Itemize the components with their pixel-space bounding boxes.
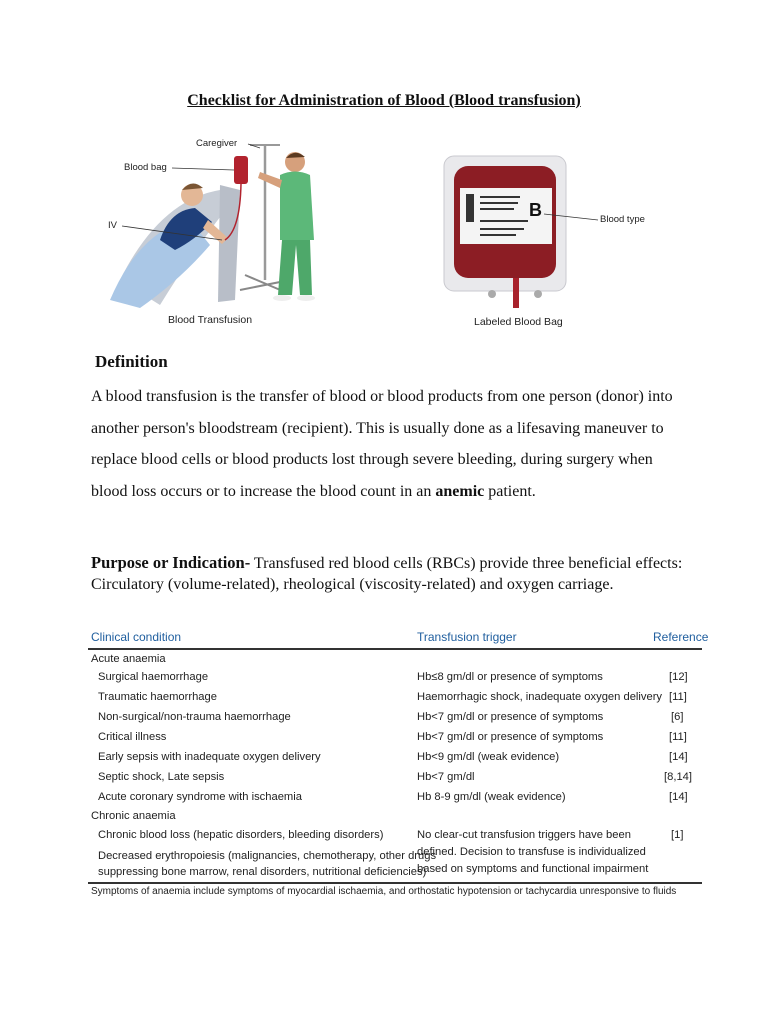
table-row-trigger: Hb<7 gm/dl (417, 771, 475, 783)
table-row-ref: [12] (669, 671, 688, 683)
table-row-trigger-cont: based on symptoms and functional impairment (417, 863, 649, 875)
header-clinical-condition: Clinical condition (91, 630, 182, 644)
table-row-ref: [11] (669, 691, 687, 703)
header-transfusion-trigger: Transfusion trigger (417, 630, 517, 644)
purpose-heading: Purpose or Indication- (91, 553, 251, 572)
purpose-text: Transfused red blood cells (RBCs) provide three beneficial effects: Circulatory (volume-related), rheological (viscosity-related) and oxygen carriage. (91, 555, 683, 593)
caption-labeled-blood-bag: Labeled Blood Bag (474, 316, 563, 328)
table-row-ref: [14] (669, 791, 688, 803)
caption-blood-transfusion: Blood Transfusion (168, 314, 253, 326)
table-row-ref: [6] (671, 711, 684, 723)
table-row-condition: Chronic blood loss (hepatic disorders, bleeding disorders) (98, 829, 384, 841)
table-bottom-rule (88, 882, 702, 884)
definition-heading: Definition (95, 352, 168, 371)
table-row-trigger: Haemorrhagic shock, inadequate oxygen delivery (417, 691, 663, 703)
page-title: Checklist for Administration of Blood (Blood transfusion) (187, 92, 581, 109)
table-row-condition: Septic shock, Late sepsis (98, 771, 225, 783)
table-row-condition-cont: suppressing bone marrow, renal disorders, nutritional deficiencies) (98, 866, 427, 878)
header-reference: Reference (653, 630, 709, 644)
table-row-trigger: Hb<7 gm/dl or presence of symptoms (417, 711, 604, 723)
table-row-ref: [11] (669, 731, 687, 743)
table-row-condition: Surgical haemorrhage (98, 671, 209, 683)
table-row-condition: Acute coronary syndrome with ischaemia (98, 791, 302, 803)
label-blood-bag: Blood bag (124, 162, 167, 173)
table-header-rule (88, 648, 702, 650)
table-row-trigger-cont: defined. Decision to transfuse is individualized (417, 846, 646, 858)
group-acute-anaemia: Acute anaemia (91, 653, 166, 665)
label-caregiver: Caregiver (196, 138, 238, 149)
definition-text: A blood transfusion is the transfer of blood or blood products from one person (donor) into another person's bloodstream (recipient). This is usually done as a lifesaving maneuver to replace blood cells or blood products lost through severe bleeding, during surgery when blood loss occurs or to increase the blood count in an (91, 388, 673, 500)
table-row-condition: Traumatic haemorrhage (98, 691, 217, 703)
labeled-blood-bag-illustration (440, 150, 660, 315)
table-row-trigger: Hb<7 gm/dl or presence of symptoms (417, 731, 604, 743)
table-row-trigger: Hb<9 gm/dl (weak evidence) (417, 751, 560, 763)
table-row-condition: Early sepsis with inadequate oxygen delivery (98, 751, 321, 763)
table-row-condition: Critical illness (98, 731, 167, 743)
label-iv: IV (108, 220, 117, 231)
figure-labeled-blood-bag (440, 150, 660, 332)
purpose-paragraph (91, 553, 691, 595)
table-row-trigger: Hb≤8 gm/dl or presence of symptoms (417, 671, 603, 683)
group-chronic-anaemia: Chronic anaemia (91, 810, 176, 822)
table-row-condition: Non-surgical/non-trauma haemorrhage (98, 711, 291, 723)
table-row-trigger: Hb 8-9 gm/dl (weak evidence) (417, 791, 566, 803)
bag-blood-type-letter: B (529, 200, 542, 220)
table-row-ref: [8,14] (664, 771, 692, 783)
definition-paragraph (91, 381, 681, 507)
transfusion-trigger-table (0, 620, 768, 910)
definition-text-end: patient. (484, 482, 536, 500)
table-row-condition: Decreased erythropoiesis (malignancies, chemotherapy, other drugs (98, 850, 437, 862)
blood-transfusion-illustration (100, 130, 330, 320)
table-footnote: Symptoms of anaemia include symptoms of myocardial ischaemia, and orthostatic hypotension or tachycardia unresponsive to fluids (91, 886, 677, 897)
table-row-ref: [1] (671, 829, 684, 841)
label-blood-type: Blood type (600, 214, 645, 225)
table-row-trigger: No clear-cut transfusion triggers have been (417, 829, 631, 841)
definition-bold-term: anemic (435, 482, 485, 500)
figure-blood-transfusion (100, 130, 330, 330)
table-row-ref: [14] (669, 751, 688, 763)
